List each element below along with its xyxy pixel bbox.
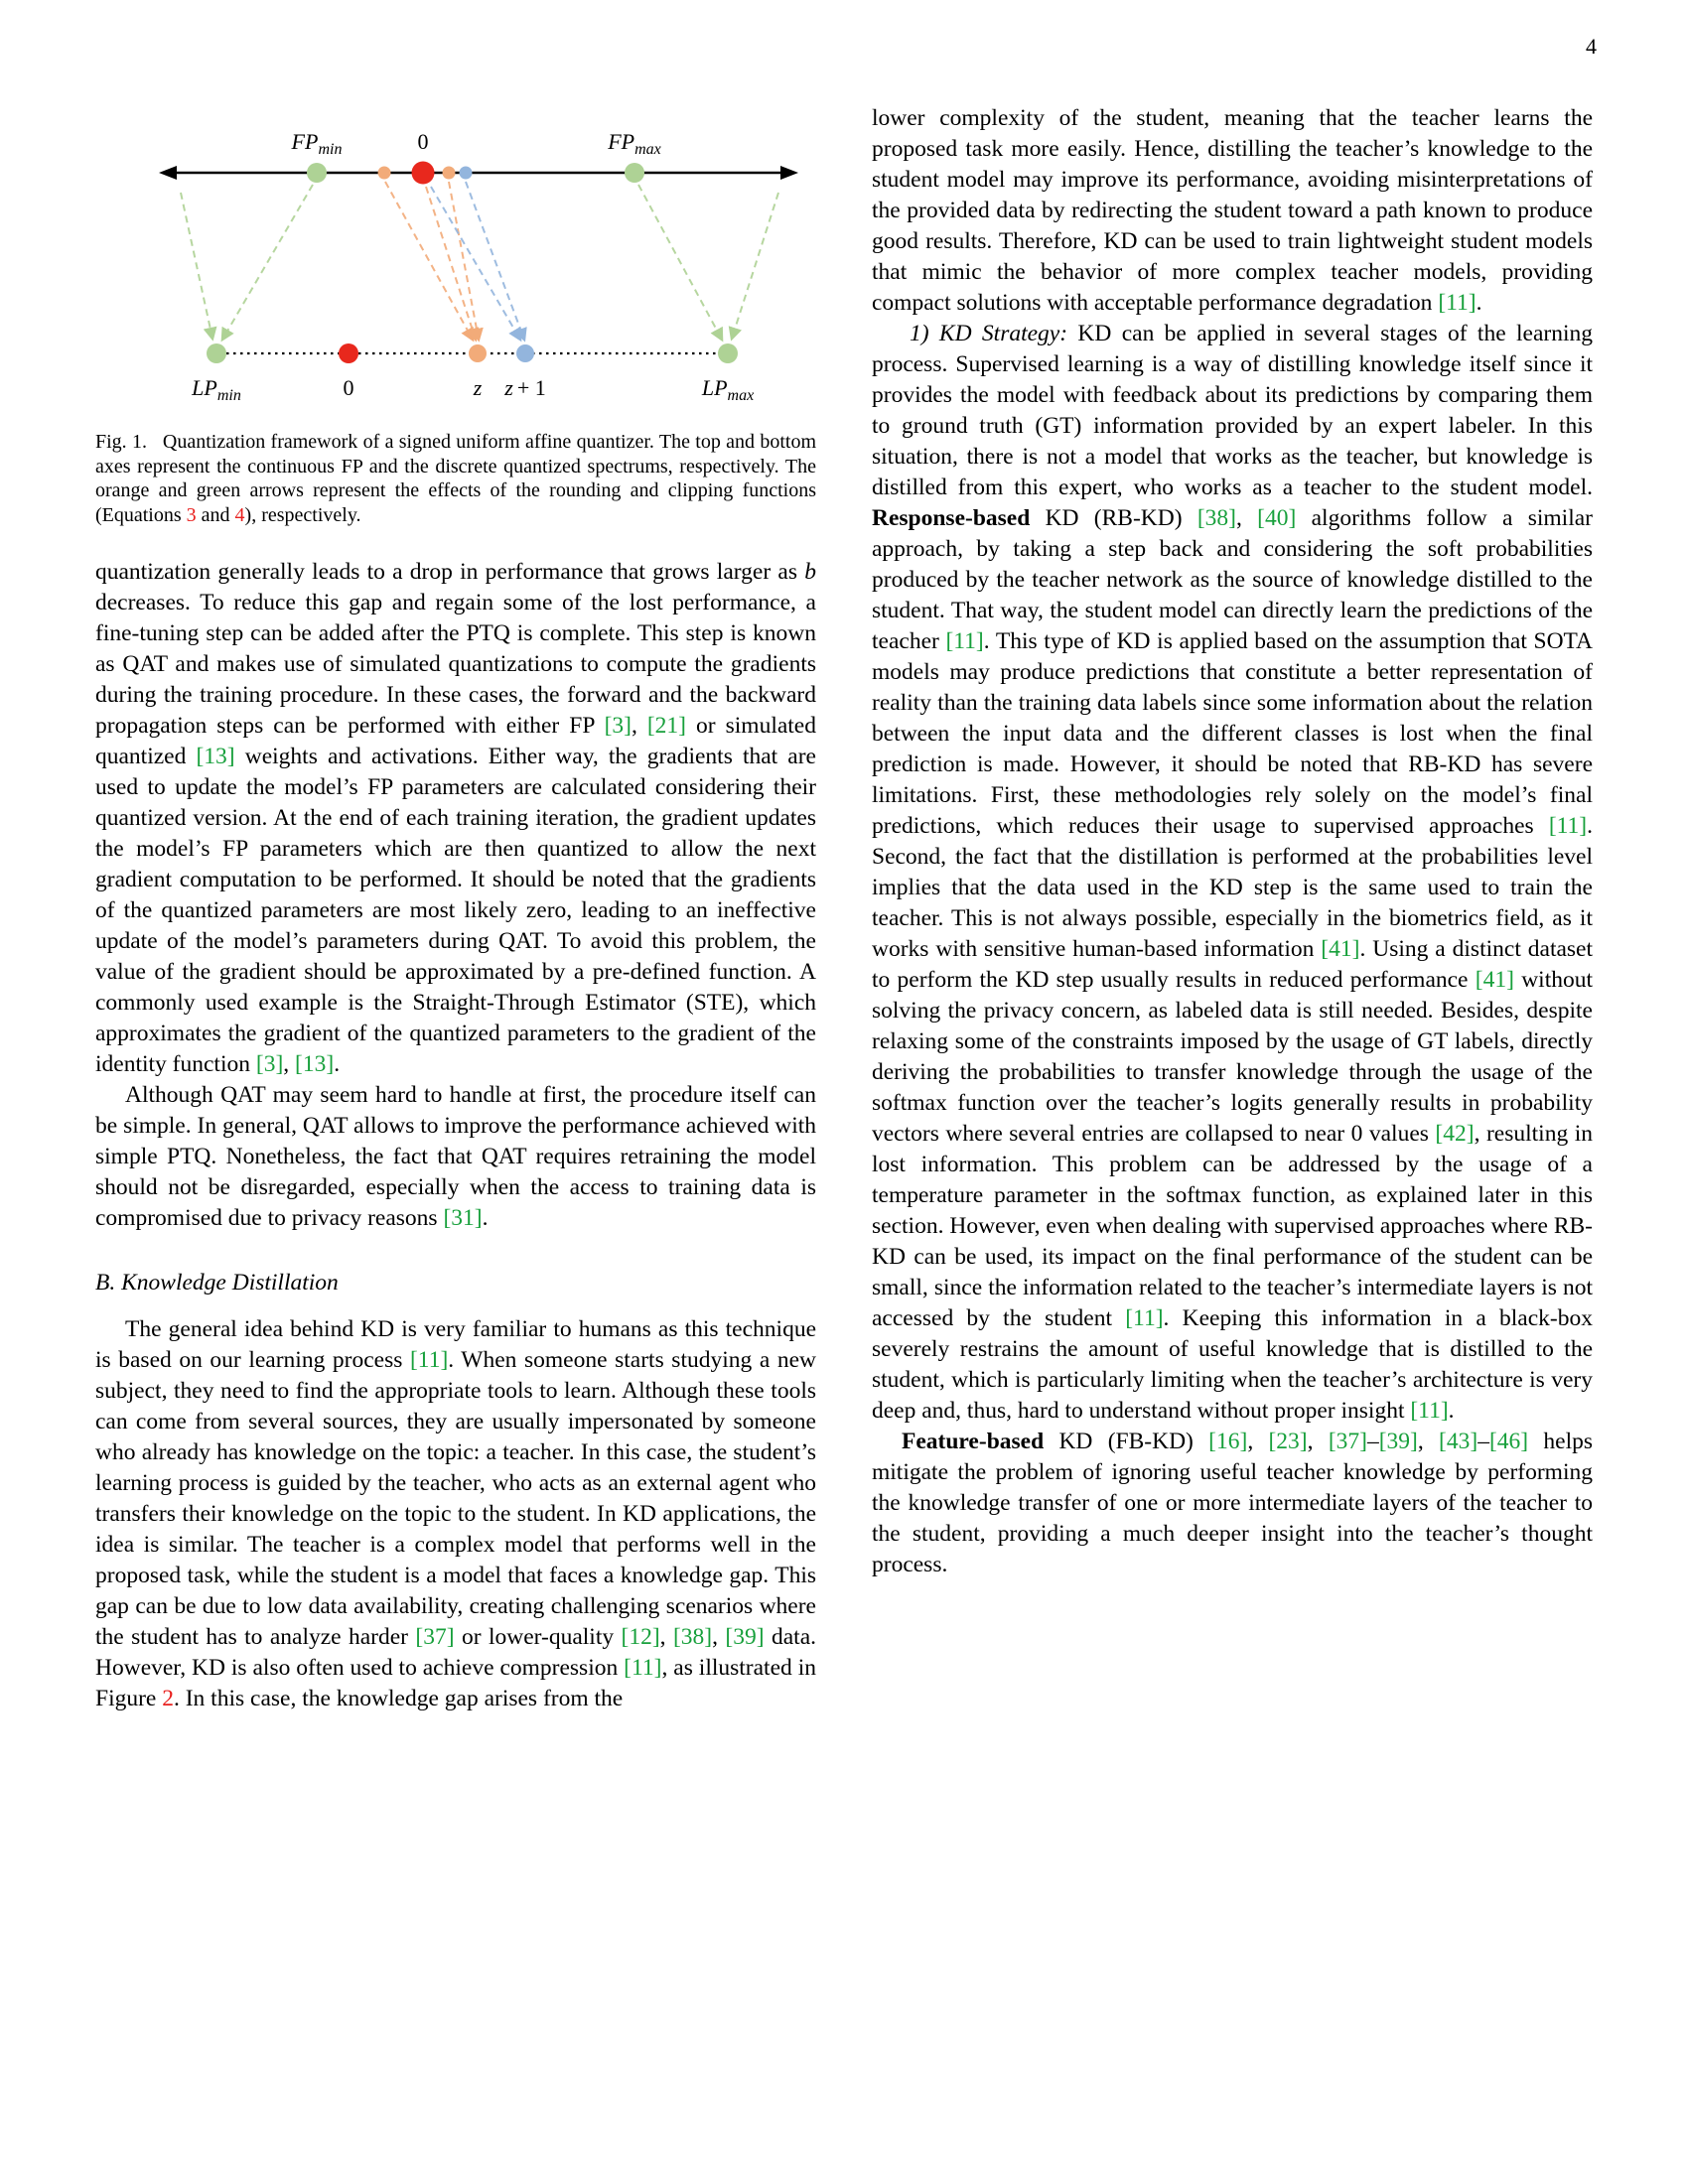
text-run: Feature-based (902, 1429, 1045, 1454)
text-run: . (1448, 1398, 1455, 1424)
lp-min-label: $LP_{min}$ (192, 375, 241, 404)
citation-link[interactable]: [31] (443, 1205, 483, 1231)
lp-zero-dot (339, 343, 358, 363)
text-run: . (1476, 290, 1482, 316)
left-column (95, 103, 816, 1714)
fp-max-dot (625, 163, 644, 183)
fp-min-dot (307, 163, 327, 183)
text-run: data. However, KD is also often used to achieve compression (95, 1624, 817, 1681)
lp-z-label: z (473, 375, 483, 400)
section-heading-knowledge-distillation: B. Knowledge Distillation (95, 1270, 339, 1296)
citation-link[interactable]: [11] (1125, 1305, 1164, 1331)
citation-link[interactable]: [43] (1439, 1429, 1478, 1454)
text-run: The general idea behind KD is very familiar to humans as this technique is based on our learning process (95, 1316, 816, 1373)
round-arrow-1 (385, 182, 473, 340)
citation-link[interactable]: [3] (604, 713, 632, 739)
citation-link[interactable]: [11] (624, 1655, 662, 1681)
text-run: KD can be applied in several stages of the learning process. Supervised learning is a way of distilling knowledge itself since it provides the model with feedback about its predictions by comparing them to ground truth (GT) information provided by an expert labeler. In this situation, there is not a model that works as the teacher, but knowledge is distilled from this expert, who works as a teacher to the student model. (872, 321, 1593, 500)
citation-link[interactable]: [39] (1378, 1429, 1418, 1454)
page-number: 4 (1586, 34, 1597, 59)
citation-link[interactable]: [40] (1257, 505, 1297, 531)
math-var: b (804, 559, 816, 585)
text-run: . (482, 1205, 489, 1231)
text-run: . When someone starts studying a new subject, they need to find the appropriate tools to learn. Although these tools can come from several sources, they are usually impersonated by someone who already has knowledge on the topic: a teacher. In this case, the student’s learning process is guided by the teacher, who acts as an external agent who transfers their knowledge on the topic to the student. In KD applications, the idea is similar. The teacher is a complex model that performs well in the proposed task, while the student is a model that faces a knowledge gap. This gap can be due to low data availability, creating challenging scenarios where the student has to analyze harder (95, 1347, 816, 1650)
text-run: KD (RB-KD) (1030, 505, 1197, 531)
fp-sample-orange-dot-2 (443, 167, 456, 180)
text-run: , (659, 1624, 673, 1650)
text-run: , (631, 713, 647, 739)
two-column-content (95, 103, 1593, 1714)
fp-max-label: $FP_{max}$ (608, 129, 661, 158)
paragraph-qat (95, 557, 816, 1080)
text-run: algorithms follow a similar approach, by taking a step back and considering the soft probabilities produced by the teacher network as the source of knowledge distilled to the student. That way, the student model can directly learn the predictions of the teacher (872, 505, 1593, 654)
text-run: and (196, 503, 235, 526)
internal-ref-link[interactable]: 2 (162, 1686, 174, 1711)
text-run: without solving the privacy concern, as labeled data is still needed. Besides, despite relaxing some of the constraints imposed by the usage of GT labels, directly deriving the probabilities to transfer knowledge through the usage of the softmax function over the teacher’s logits generally results in probability vectors where several entries are collapsed to near 0 values (872, 967, 1593, 1147)
lp-max-label: $LP_{max}$ (701, 375, 755, 404)
citation-link[interactable]: [42] (1435, 1121, 1475, 1147)
text-run: , (1247, 1429, 1269, 1454)
text-run: KD (FB-KD) (1044, 1429, 1209, 1454)
text-run: Fig. 1. Quantization framework of a signed uniform affine quantizer. The top and bottom axes represent the continuous FP and the discrete quantized spectrums, respectively. The orange and green arrows represent the effects of the rounding and clipping functions (Equations (95, 431, 816, 526)
text-run: weights and activations. Either way, the gradients that are used to update the model’s FP parameters are calculated considering their quantized version. At the end of each training iteration, the gradient updates the model’s FP parameters which are then quantized to allow the next gradient computation to be performed. It should be noted that the gradients of the quantized parameters are most likely zero, leading to an ineffective update of the model’s parameters during QAT. To avoid this problem, the value of the gradient should be approximated by a pre-defined function. A commonly used example is the Straight-Through Estimator (STE), which approximates the gradient of the quantized parameters to the gradient of the identity function (95, 744, 816, 1077)
lp-z-plus-1-dot (516, 344, 534, 362)
text-run: . Second, the fact that the distillation is performed at the probabilities level implies that the data used in the KD step is the same used to train the teacher. This is not always possible, especially in the biometrics field, as it works with sensitive human-based information (872, 813, 1593, 962)
top-axis-right-arrowhead-icon (780, 166, 798, 180)
fp-zero-dot (412, 162, 435, 185)
lp-min-dot (207, 343, 226, 363)
text-run: . Using a distinct dataset to perform the KD step usually results in reduced performance (872, 936, 1594, 993)
text-run: , (283, 1051, 296, 1077)
internal-ref-link[interactable]: 3 (186, 503, 197, 526)
figure-1 (95, 103, 816, 418)
lp-zero-label: 0 (343, 375, 354, 400)
fp-zero-label: 0 (417, 129, 429, 154)
text-run: ), respectively. (244, 503, 361, 526)
citation-link[interactable]: [37] (415, 1624, 455, 1650)
citation-link[interactable]: [46] (1488, 1429, 1529, 1454)
citation-link[interactable]: [21] (646, 713, 687, 739)
text-run: , (1417, 1429, 1440, 1454)
figure-caption (95, 430, 816, 527)
text-run: – (1477, 1429, 1489, 1454)
paragraph-kd-intro (95, 1314, 816, 1714)
text-run: helps mitigate the problem of ignoring useful teacher knowledge by performing the knowledge transfer of one or more intermediate layers of the teacher to the student, providing a much deeper insight into the teacher’s thought process. (872, 1429, 1594, 1577)
citation-link[interactable]: [3] (255, 1051, 284, 1077)
paragraph-feature-based-kd (872, 1427, 1593, 1580)
citation-link[interactable]: [11] (409, 1347, 449, 1373)
text-run: Although QAT may seem hard to handle at first, the procedure itself can be simple. In general, QAT allows to improve the performance achieved with simple PTQ. Nonetheless, the fact that QAT requires retraining the model should not be disregarded, especially when the access to training data is compromised due to privacy reasons (95, 1082, 816, 1231)
text-run: – (1366, 1429, 1379, 1454)
paragraph-qat-summary (95, 1080, 816, 1234)
text-run: decreases. To reduce this gap and regain some of the lost performance, a fine-tuning step can be added after the PTQ is complete. This step is known as QAT and makes use of simulated quantizations to compute the gradients during the training procedure. In these cases, the forward and the backward propagation steps can be performed with either FP (95, 590, 816, 739)
fp-sample-orange-dot-1 (378, 167, 391, 180)
text-run: lower complexity of the student, meaning that the teacher learns the proposed task more easily. Hence, distilling the teacher’s knowledge to the student model may improve its performance, avoiding misinterpretations of the provided data by redirecting the student toward a path known to produce good results. Therefore, KD can be used to train lightweight student models that mimic the behavior of more complex teacher models, providing compact solutions with acceptable performance degradation (872, 105, 1593, 316)
clip-arrow-left-outer (181, 193, 212, 339)
text-run: . (334, 1051, 341, 1077)
lp-max-dot (718, 343, 738, 363)
citation-link[interactable]: [11] (1548, 813, 1588, 839)
text-run: . In this case, the knowledge gap arises from the (173, 1686, 624, 1711)
citation-link[interactable]: [11] (945, 628, 984, 654)
lp-z-dot (469, 344, 487, 362)
fp-sample-blue-dot (460, 167, 473, 180)
clip-arrow-fpmax (638, 185, 722, 340)
citation-link[interactable]: [23] (1268, 1429, 1308, 1454)
quantization-diagram (95, 103, 816, 413)
citation-link[interactable]: [13] (196, 744, 235, 769)
citation-link[interactable]: [38] (1196, 505, 1237, 531)
paragraph-kd-continued (872, 103, 1593, 319)
text-run: or simulated quantized (95, 713, 816, 769)
text-run: Response-based (872, 505, 1031, 531)
fp-min-label: $FP_{min}$ (291, 129, 343, 158)
top-axis-left-arrowhead-icon (159, 166, 177, 180)
citation-link[interactable]: [41] (1321, 936, 1360, 962)
text-run: , (1236, 505, 1258, 531)
internal-ref-link[interactable]: 4 (234, 503, 245, 526)
right-column (872, 103, 1593, 1714)
text-run: . This type of KD is applied based on the assumption that SOTA models may produce predictions that constitute a better representation of reality than the training data labels since some information about the relation between the input data and the different classes is lost when the final prediction is made. However, it should be noted that RB-KD has severe limitations. First, these methodologies rely solely on the model’s final predictions, which reduces their usage to supervised approaches (872, 628, 1593, 839)
text-run: , (1307, 1429, 1329, 1454)
citation-link[interactable]: [16] (1208, 1429, 1248, 1454)
clip-arrow-right-outer (732, 193, 778, 339)
text-run: . Keeping this information in a black-box severely restrains the amount of useful knowledge that is distilled to the student, which is particularly limiting when the teacher’s architecture is very deep and, thus, hard to understand without proper insight (872, 1305, 1593, 1424)
lp-z-plus-1-label: z + 1 (504, 375, 546, 400)
citation-link[interactable]: [41] (1475, 967, 1514, 993)
paragraph-kd-strategy (872, 319, 1593, 1427)
citation-link[interactable]: [11] (1410, 1398, 1449, 1424)
text-run: , (712, 1624, 726, 1650)
text-run: , resulting in lost information. This problem can be addressed by the usage of a temperature parameter in the softmax function, as explained later in this section. However, even when dealing with supervised approaches where RB-KD can be used, its impact on the final performance of the student can be small, since the information related to the teacher’s intermediate layers is not accessed by the student (872, 1121, 1593, 1331)
text-run: , as illustrated in Figure (95, 1655, 816, 1711)
citation-link[interactable]: [39] (725, 1624, 765, 1650)
clip-arrow-fpmin (222, 185, 313, 340)
text-run: quantization generally leads to a drop in performance that grows larger as (95, 559, 805, 585)
citation-link[interactable]: [37] (1328, 1429, 1367, 1454)
text-run: or lower-quality (454, 1624, 622, 1650)
citation-link[interactable]: [11] (1438, 290, 1477, 316)
round-arrow-2 (426, 187, 476, 340)
citation-link[interactable]: [12] (621, 1624, 660, 1650)
text-run: 1) KD Strategy: (910, 321, 1068, 346)
citation-link[interactable]: [13] (295, 1051, 335, 1077)
citation-link[interactable]: [38] (672, 1624, 713, 1650)
